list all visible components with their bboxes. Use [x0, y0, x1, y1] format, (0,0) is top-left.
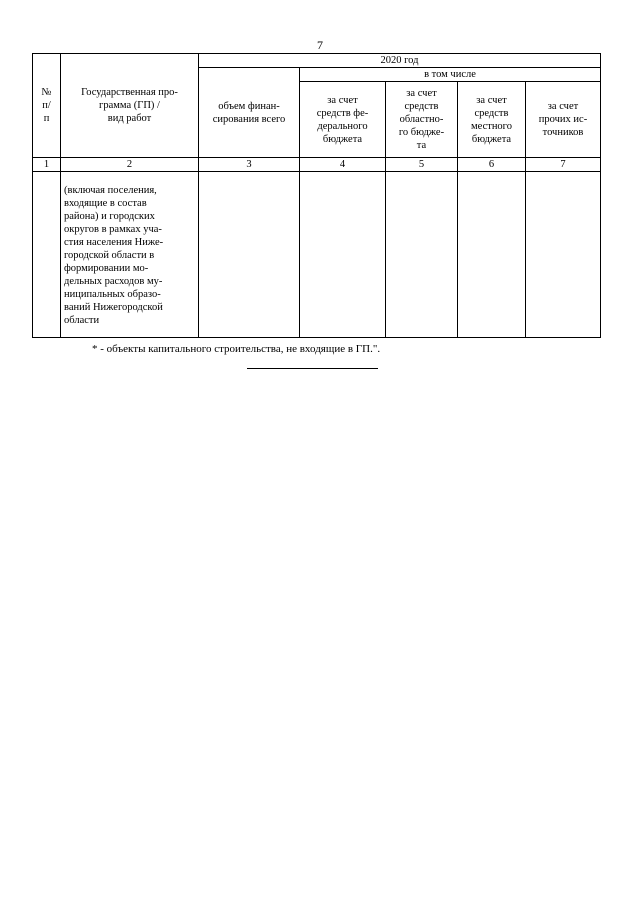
header-regional-budget: за счет средств областно- го бюдже- та [386, 82, 458, 158]
column-number-6: 6 [458, 158, 526, 172]
header-year: 2020 год [199, 54, 601, 68]
cell-program-text: (включая поселения, входящие в состав района) и городских округов в рамках уча- стия населения Ниже- городской области в формировании мо- дельных расходов му- ниципальных образо- ваний Нижегородской области [61, 172, 199, 338]
cell-total-financing [199, 172, 300, 338]
header-row-number: № п/ п [33, 54, 61, 158]
cell-local-budget [458, 172, 526, 338]
header-program: Государственная про- грамма (ГП) / вид работ [61, 54, 199, 158]
end-divider-line [247, 368, 378, 369]
column-number-1: 1 [33, 158, 61, 172]
page-number: 7 [317, 38, 323, 52]
header-other-sources: за счет прочих ис- точников [526, 82, 601, 158]
table-row [33, 172, 601, 338]
header-total-financing: объем финан- сирования всего [199, 68, 300, 158]
header-including: в том числе [300, 68, 601, 82]
column-number-5: 5 [386, 158, 458, 172]
financing-table [32, 53, 601, 338]
footnote: * - объекты капитального строительства, не входящие в ГП.". [92, 343, 381, 355]
cell-regional-budget [386, 172, 458, 338]
cell-other-sources [526, 172, 601, 338]
cell-row-number [33, 172, 61, 338]
header-federal-budget: за счет средств фе- дерального бюджета [300, 82, 386, 158]
cell-federal-budget [300, 172, 386, 338]
column-number-3: 3 [199, 158, 300, 172]
header-local-budget: за счет средств местного бюджета [458, 82, 526, 158]
column-number-4: 4 [300, 158, 386, 172]
column-number-2: 2 [61, 158, 199, 172]
column-number-7: 7 [526, 158, 601, 172]
